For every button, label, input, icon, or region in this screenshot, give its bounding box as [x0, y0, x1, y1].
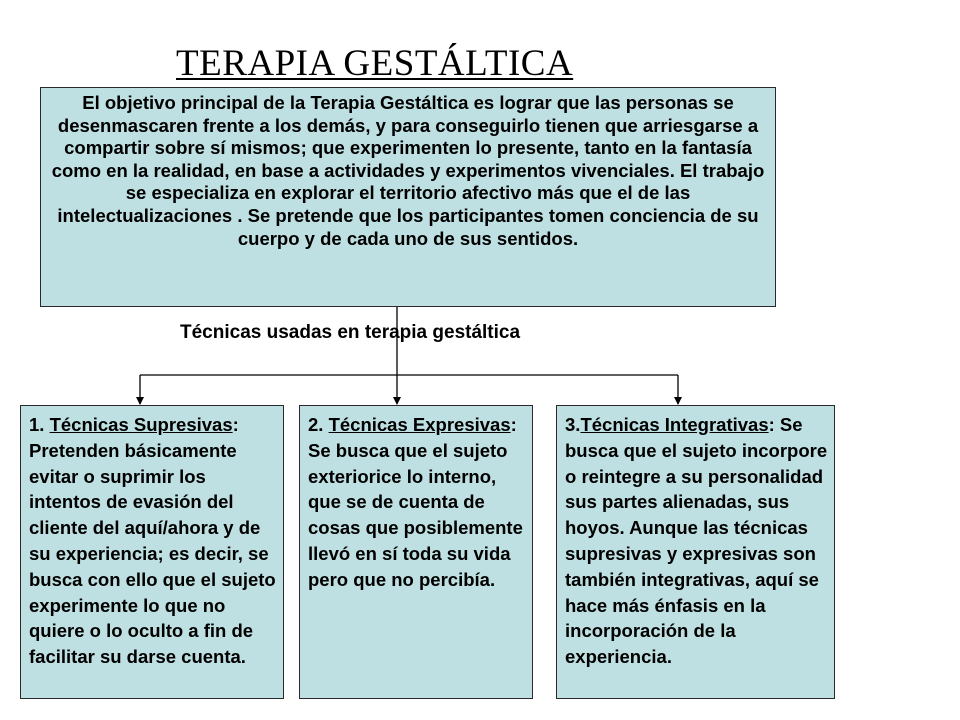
technique-name: Técnicas Integrativas — [580, 414, 769, 435]
technique-number: 3. — [565, 414, 581, 435]
technique-colon: : — [510, 414, 517, 435]
technique-description: Se busca que el sujeto exteriorice lo interno, que se de cuenta de cosas que posiblemente llevó en sí toda su vida pero que no percibía. — [308, 439, 523, 590]
technique-box-integrativas — [556, 405, 835, 699]
technique-colon: : — [232, 414, 239, 435]
technique-box-supresivas — [20, 405, 284, 699]
technique-name: Técnicas Supresivas — [49, 414, 233, 435]
techniques-caption: Técnicas usadas en terapia gestáltica — [180, 322, 521, 343]
technique-number: 2. — [308, 414, 329, 435]
technique-number: 1. — [29, 414, 50, 435]
page-title: TERAPIA GESTÁLTICA — [176, 43, 574, 84]
technique-colon: : — [768, 414, 775, 435]
technique-name: Técnicas Expresivas — [328, 414, 511, 435]
main-objective-text: El objetivo principal de la Terapia Gestáltica es lograr que las personas se desenmascaren frente a los demás, y para conseguirlo tienen que arriesgarse a compartir sobre sí mismos; que experimenten lo presente, tanto en la fantasía como en la realidad, en base a actividades y experimentos vivenciales. El trabajo se especializa en explorar el territorio afectivo más que el de las intelectualizaciones . Se pretende que los participantes tomen conciencia de su cuerpo y de cada uno de sus sentidos. — [51, 92, 765, 249]
technique-box-expresivas — [299, 405, 533, 699]
technique-description: Pretenden básicamente evitar o suprimir los intentos de evasión del cliente del aquí/ahora y de su experiencia; es decir, se busca con ello que el sujeto experimente lo que no quiere o lo oculto a fin de facilitar su darse cuenta. — [29, 439, 276, 668]
technique-description: Se busca que el sujeto incorpore o reintegre a su personalidad sus partes alienadas, sus hoyos. Aunque las técnicas supresivas y expresivas son también integrativas, aquí se hace más énfasis en la incorporación de la experiencia. — [565, 414, 828, 668]
main-objective-box — [40, 87, 776, 307]
